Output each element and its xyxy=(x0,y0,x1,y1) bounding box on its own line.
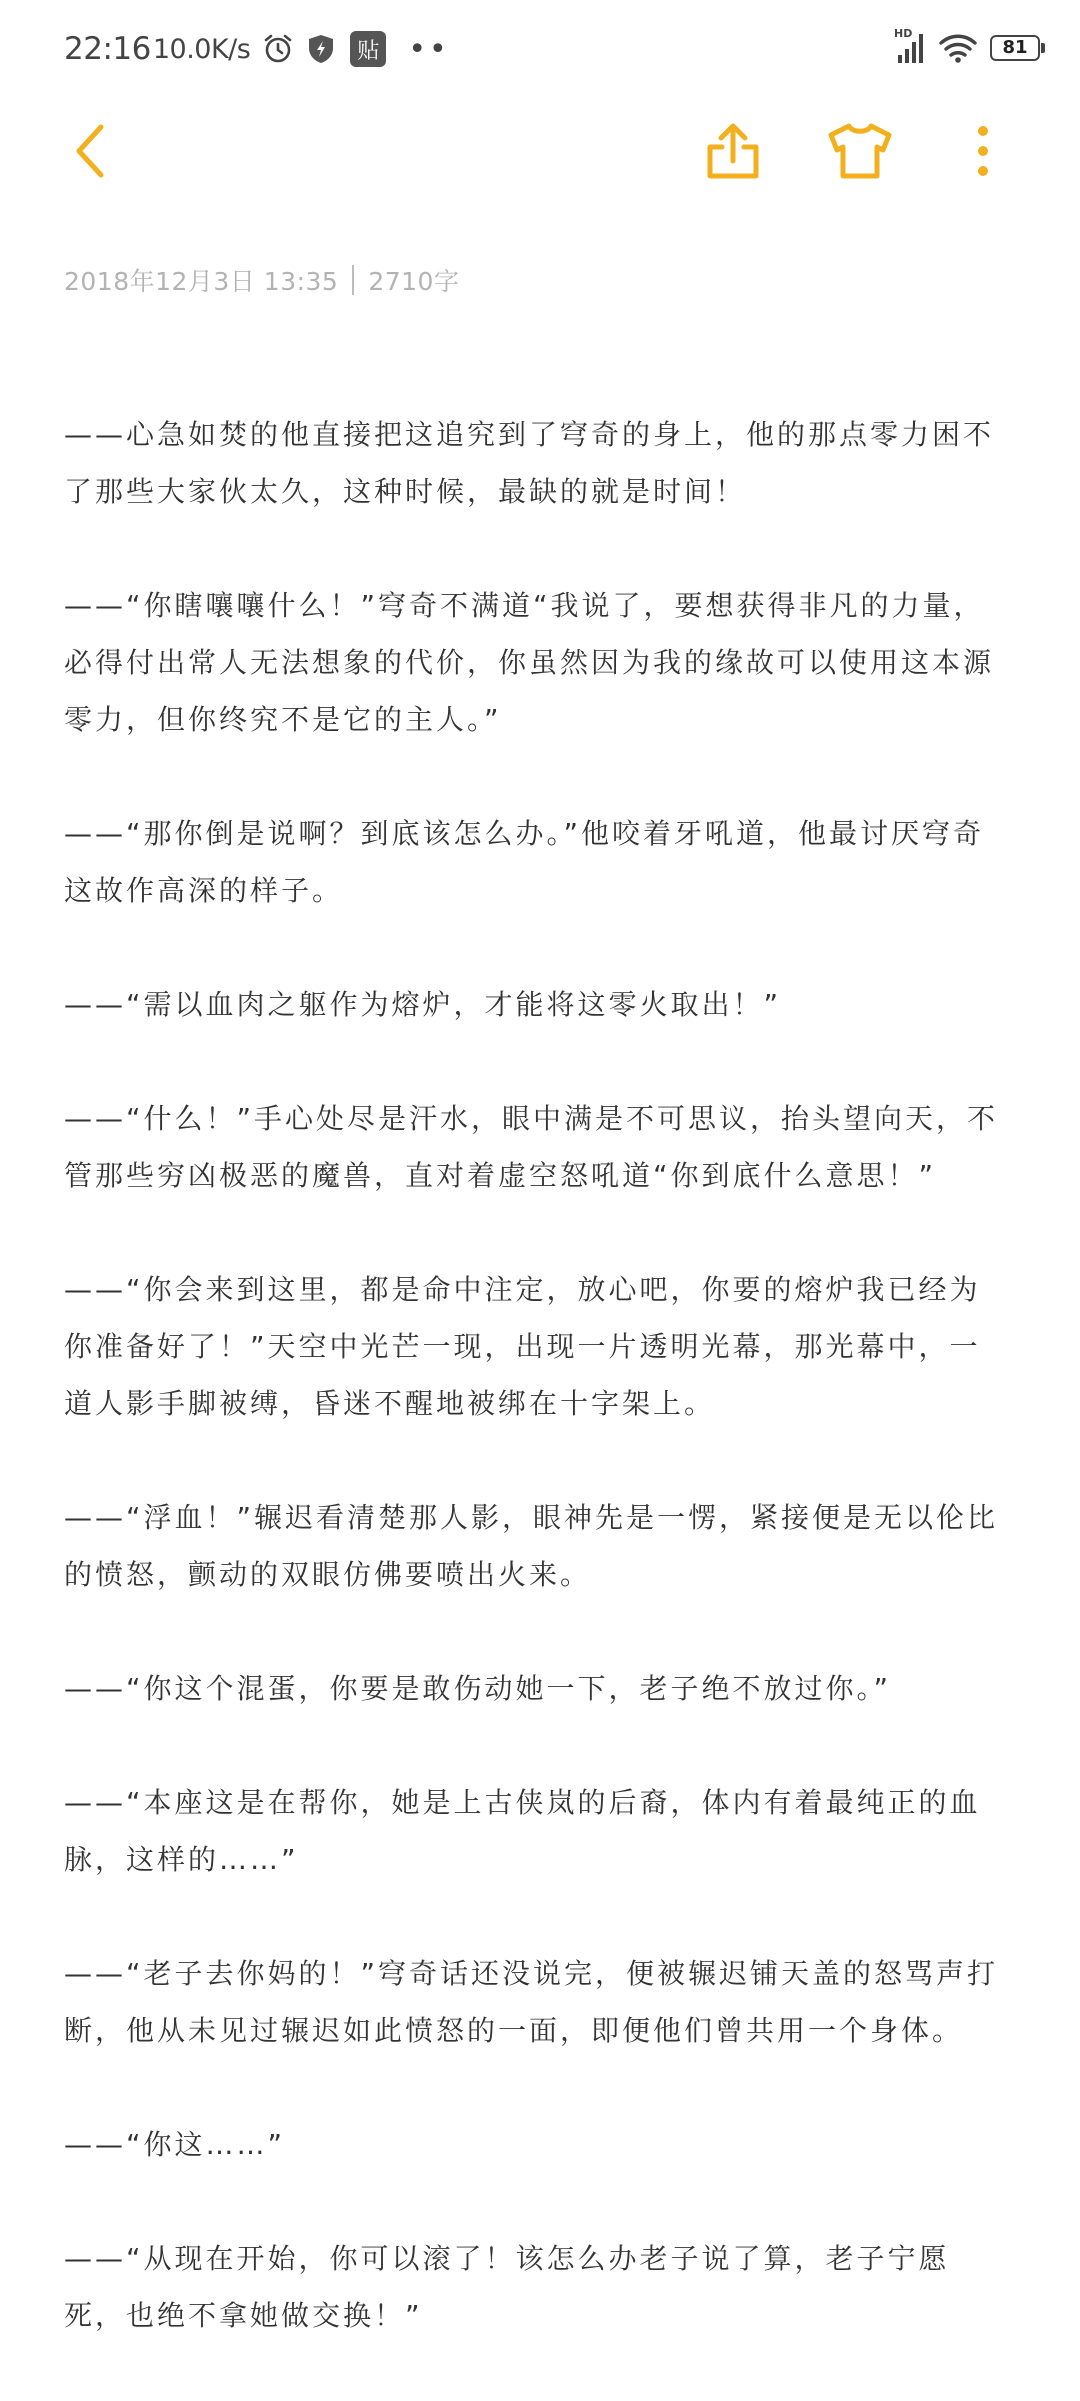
alarm-icon xyxy=(262,33,294,65)
back-button[interactable] xyxy=(60,118,120,184)
share-button[interactable] xyxy=(700,116,766,186)
paste-badge: 贴 xyxy=(350,31,386,67)
hd-badge: HD xyxy=(894,27,913,40)
signal-icon xyxy=(894,27,926,65)
word-count: 2710字 xyxy=(368,267,460,296)
paragraph: ——“你这……” xyxy=(64,2128,286,2161)
paragraph: ——“浮血！”辗迟看清楚那人影，眼神先是一愣，紧接便是无以伦比的愤怒，颤动的双眼仿佛要喷出火来。 xyxy=(64,1501,999,1591)
battery-level: 81 xyxy=(1002,37,1028,58)
paragraph: ——“本座这是在帮你，她是上古侠岚的后裔，体内有着最纯正的血脉，这样的……” xyxy=(64,1786,981,1876)
paragraph: ——“需以血肉之躯作为熔炉，才能将这零火取出！” xyxy=(64,988,782,1021)
more-options-button[interactable] xyxy=(958,116,1008,186)
chevron-left-icon xyxy=(73,123,107,179)
note-body[interactable] xyxy=(64,406,1004,2401)
share-icon xyxy=(705,121,761,181)
tshirt-icon xyxy=(825,121,895,181)
meta-divider xyxy=(352,265,354,295)
status-right xyxy=(882,24,1040,72)
paragraph: ——“你这个混蛋，你要是敢伤动她一下，老子绝不放过你。” xyxy=(64,1672,892,1705)
paragraph: ——“那你倒是说啊？到底该怎么办。”他咬着牙吼道，他最讨厌穹奇这故作高深的样子。 xyxy=(64,817,985,907)
theme-button[interactable] xyxy=(822,116,898,186)
paragraph: ——“从现在开始，你可以滚了！该怎么办老子说了算，老子宁愿死，也绝不拿她做交换！” xyxy=(64,2242,950,2332)
paragraph: ——“你瞎嚷嚷什么！”穹奇不满道“我说了，要想获得非凡的力量，必得付出常人无法想象的代价，你虽然因为我的缘故可以使用这本源零力，但你终究不是它的主人。” xyxy=(64,589,995,736)
status-bar xyxy=(0,0,1080,96)
paragraph: ——“你会来到这里，都是命中注定，放心吧，你要的熔炉我已经为你准备好了！”天空中光芒一现，出现一片透明光幕，那光幕中，一道人影手脚被缚，昏迷不醒地被绑在十字架上。 xyxy=(64,1273,981,1420)
network-speed: 10.0K/s xyxy=(152,33,251,65)
status-left xyxy=(64,26,450,72)
paragraph: ——“什么！”手心处尽是汗水，眼中满是不可思议，抬头望向天，不管那些穷凶极恶的魔兽，直对着虚空怒吼道“你到底什么意思！” xyxy=(64,1102,999,1192)
note-meta xyxy=(64,262,459,298)
paragraph: ——“老子去你妈的！”穹奇话还没说完，便被辗迟铺天盖的怒骂声打断，他从未见过辗迟如此愤怒的一面，即便他们曾共用一个身体。 xyxy=(64,1957,999,2047)
note-toolbar xyxy=(0,96,1080,206)
wifi-icon xyxy=(938,32,978,64)
note-date: 2018年12月3日 13:35 xyxy=(64,267,339,296)
more-vertical-icon xyxy=(975,124,991,178)
status-time: 22:16 xyxy=(64,31,151,67)
battery-icon xyxy=(990,35,1040,61)
shield-icon xyxy=(306,33,336,65)
paragraph: ——心急如焚的他直接把这追究到了穹奇的身上，他的那点零力困不了那些大家伙太久，这种时候，最缺的就是时间！ xyxy=(64,418,995,508)
more-notifications-icon: •• xyxy=(408,31,450,67)
